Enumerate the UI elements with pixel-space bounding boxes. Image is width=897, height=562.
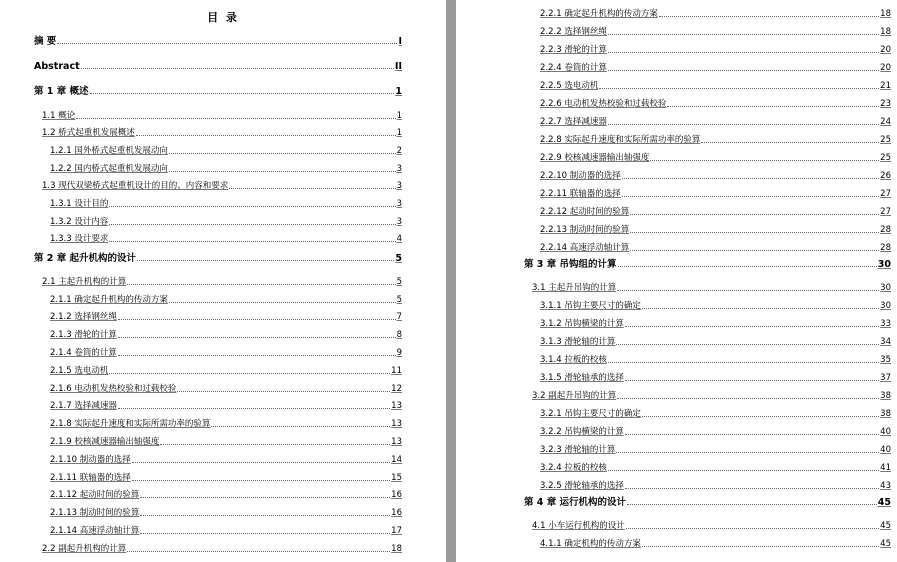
toc-dot-leader: [608, 362, 879, 363]
toc-entry[interactable]: [540, 444, 891, 456]
toc-entry-page: 38: [880, 409, 891, 419]
toc-dot-leader: [109, 373, 390, 374]
toc-entry-page: 5: [396, 277, 402, 287]
toc-entry-page: 18: [880, 9, 891, 19]
toc-dot-leader: [608, 70, 879, 71]
toc-entry-page: 3: [396, 164, 402, 174]
toc-dot-leader: [132, 462, 390, 463]
toc-entry-title: 3.1.2 吊钩横梁的计算: [540, 319, 624, 329]
toc-entry[interactable]: [50, 216, 402, 228]
toc-entry-title: 3.2.5 滑轮轴承的选择: [540, 481, 624, 491]
toc-dot-leader: [229, 188, 395, 189]
toc-entry-title: 2.1.3 滑轮的计算: [50, 330, 117, 340]
toc-entry-title: 2.2.11 联轴器的选择: [540, 189, 621, 199]
toc-entry-page: 12: [391, 384, 402, 394]
toc-entry-title: 2.2.14 高速浮动轴计算: [540, 243, 630, 253]
toc-entry-page: 13: [391, 419, 402, 429]
toc-entry-page: II: [394, 61, 402, 72]
toc-dot-leader: [76, 118, 395, 119]
toc-dot-leader: [81, 68, 394, 69]
toc-entry-title: 3.2.4 拉板的校核: [540, 463, 607, 473]
toc-title: 目 录: [207, 11, 239, 24]
toc-entry-page: 30: [880, 301, 891, 311]
toc-entry-title: 摘 要: [34, 36, 57, 47]
toc-entry[interactable]: [540, 538, 891, 550]
toc-entry-page: 45: [877, 497, 891, 508]
toc-entry-title: 2.2.13 制动时间的验算: [540, 225, 630, 235]
toc-dot-leader: [630, 214, 879, 215]
toc-entry-page: 11: [391, 366, 402, 376]
toc-entry[interactable]: [34, 35, 402, 47]
toc-entry[interactable]: [540, 188, 891, 200]
toc-entry[interactable]: [50, 233, 402, 245]
toc-dot-leader: [140, 497, 390, 498]
toc-entry-title: 3.2.3 滑轮轴的计算: [540, 445, 616, 455]
toc-dot-leader: [622, 196, 879, 197]
toc-entry-title: 3.1.5 滑轮轴承的选择: [540, 373, 624, 383]
toc-entry-page: 24: [880, 117, 891, 127]
toc-entry[interactable]: [540, 98, 891, 110]
toc-entry[interactable]: [42, 180, 402, 192]
toc-dot-leader: [118, 408, 390, 409]
toc-entry-title: 3.2.2 吊钩横梁的计算: [540, 427, 624, 437]
toc-dot-leader: [118, 319, 396, 320]
toc-entry-page: 35: [880, 355, 891, 365]
toc-entry-page: 4: [396, 234, 402, 244]
toc-entry[interactable]: [540, 170, 891, 182]
toc-entry[interactable]: [540, 206, 891, 218]
toc-entry-page: 38: [880, 391, 891, 401]
toc-dot-leader: [109, 241, 395, 242]
toc-dot-leader: [177, 391, 390, 392]
toc-entry-title: 2.2.7 选择减速器: [540, 117, 607, 127]
toc-entry[interactable]: [532, 520, 891, 532]
toc-entry-title: 2.1.8 实际起升速度和实际所需功率的验算: [50, 419, 211, 429]
toc-entry[interactable]: [540, 62, 891, 74]
toc-entry-title: 1.3.1 设计目的: [50, 199, 109, 209]
toc-entry-page: 40: [880, 427, 891, 437]
toc-entry-page: I: [398, 36, 402, 47]
toc-entry[interactable]: [532, 282, 891, 294]
toc-entry[interactable]: [50, 163, 402, 175]
toc-entry[interactable]: [540, 462, 891, 474]
toc-entry[interactable]: [524, 258, 891, 270]
toc-entry-page: 16: [391, 508, 402, 518]
toc-entry-title: 2.1.10 制动器的选择: [50, 455, 131, 465]
toc-entry-page: 13: [391, 401, 402, 411]
toc-entry-page: 27: [880, 189, 891, 199]
toc-entry-page: 27: [880, 207, 891, 217]
toc-dot-leader: [608, 470, 879, 471]
toc-entry-page: 14: [391, 455, 402, 465]
toc-entry-page: 13: [391, 437, 402, 447]
document-page-left: [0, 0, 446, 562]
toc-dot-leader: [57, 43, 397, 44]
toc-dot-leader: [127, 284, 395, 285]
toc-dot-leader: [169, 171, 396, 172]
toc-entry[interactable]: [540, 134, 891, 146]
toc-entry-title: 2.1.9 校核减速器输出轴强度: [50, 437, 160, 447]
toc-entry-title: 2.1.11 联轴器的选择: [50, 473, 131, 483]
toc-dot-leader: [136, 135, 396, 136]
toc-entry[interactable]: [42, 110, 402, 122]
toc-dot-leader: [137, 260, 394, 261]
toc-entry-title: 第 2 章 起升机构的设计: [34, 253, 137, 264]
toc-entry-page: 30: [880, 283, 891, 293]
toc-entry[interactable]: [50, 454, 402, 466]
page-gutter: [446, 0, 456, 562]
toc-dot-leader: [622, 178, 879, 179]
toc-entry-page: 28: [880, 243, 891, 253]
toc-entry[interactable]: [540, 372, 891, 384]
toc-entry[interactable]: [540, 26, 891, 38]
toc-entry[interactable]: [50, 525, 402, 537]
toc-entry-title: 1.3.2 设计内容: [50, 217, 109, 227]
toc-entry[interactable]: [50, 329, 402, 341]
toc-entry-page: 40: [880, 445, 891, 455]
toc-entry-title: 2.2.12 起动时间的验算: [540, 207, 630, 217]
toc-dot-leader: [608, 34, 879, 35]
toc-dot-leader: [617, 398, 879, 399]
toc-dot-leader: [140, 533, 390, 534]
toc-dot-leader: [608, 124, 879, 125]
toc-entry-page: 8: [396, 330, 402, 340]
toc-entry[interactable]: [532, 390, 891, 402]
toc-entry-title: 2.2.1 确定起升机构的传动方案: [540, 9, 658, 19]
toc-entry-page: 2: [396, 146, 402, 156]
toc-entry-title: 3.1.3 滑轮轴的计算: [540, 337, 616, 347]
toc-entry[interactable]: [540, 426, 891, 438]
toc-dot-leader: [599, 88, 879, 89]
toc-dot-leader: [118, 355, 396, 356]
toc-entry[interactable]: [540, 480, 891, 492]
toc-entry[interactable]: [540, 152, 891, 164]
toc-entry-title: 2.1.6 电动机发热校验和过载校验: [50, 384, 177, 394]
toc-entry-title: 3.1.1 吊钩主要尺寸的确定: [540, 301, 641, 311]
toc-entry-title: 第 3 章 吊钩组的计算: [524, 259, 617, 270]
toc-entry[interactable]: [50, 383, 402, 395]
toc-entry[interactable]: [50, 436, 402, 448]
toc-entry[interactable]: [50, 400, 402, 412]
toc-entry[interactable]: [50, 507, 402, 519]
toc-entry-title: 2.1.14 高速浮动轴计算: [50, 526, 140, 536]
toc-entry-title: 2.2.4 卷筒的计算: [540, 63, 607, 73]
document-page-right: [456, 0, 897, 562]
toc-dot-leader: [616, 452, 879, 453]
toc-entry[interactable]: [42, 543, 402, 555]
toc-dot-leader: [625, 380, 879, 381]
toc-entry[interactable]: [540, 318, 891, 330]
toc-entry-title: 2.1.2 选择钢丝绳: [50, 312, 117, 322]
toc-entry-page: 26: [880, 171, 891, 181]
toc-entry[interactable]: [42, 127, 402, 139]
toc-entry[interactable]: [540, 80, 891, 92]
toc-entry-page: 20: [880, 45, 891, 55]
toc-entry-title: 2.2.8 实际起升速度和实际所需功率的验算: [540, 135, 701, 145]
toc-entry-page: 23: [880, 99, 891, 109]
toc-entry-page: 3: [396, 217, 402, 227]
toc-dot-leader: [650, 160, 879, 161]
toc-entry-page: 3: [396, 181, 402, 191]
toc-entry-page: 5: [395, 253, 402, 264]
toc-entry-page: 43: [880, 481, 891, 491]
toc-dot-leader: [616, 344, 879, 345]
toc-entry-title: 2.2.10 制动器的选择: [540, 171, 621, 181]
toc-entry-page: 45: [880, 539, 891, 549]
toc-entry[interactable]: [540, 44, 891, 56]
toc-entry-title: 1.2 桥式起重机发展概述: [42, 128, 135, 138]
toc-dot-leader: [630, 250, 879, 251]
toc-entry-page: 7: [396, 312, 402, 322]
toc-entry-page: 3: [396, 199, 402, 209]
toc-dot-leader: [169, 302, 396, 303]
toc-dot-leader: [140, 515, 390, 516]
toc-entry-page: 30: [877, 259, 891, 270]
toc-entry[interactable]: [50, 489, 402, 501]
toc-entry-page: 16: [391, 490, 402, 500]
toc-entry-title: 2.2.9 校核减速器输出轴强度: [540, 153, 650, 163]
toc-entry-title: 1.1 概论: [42, 111, 76, 121]
toc-dot-leader: [626, 528, 879, 529]
toc-entry-title: 2.1.12 起动时间的验算: [50, 490, 140, 500]
toc-entry-page: 33: [880, 319, 891, 329]
toc-dot-leader: [132, 480, 390, 481]
toc-dot-leader: [169, 153, 396, 154]
toc-entry[interactable]: [540, 300, 891, 312]
toc-entry-title: 2.1.1 确定起升机构的传动方案: [50, 295, 168, 305]
toc-dot-leader: [625, 488, 879, 489]
toc-entry[interactable]: [34, 252, 402, 264]
toc-dot-leader: [659, 16, 879, 17]
toc-entry[interactable]: [50, 294, 402, 306]
toc-entry-page: 45: [880, 521, 891, 531]
toc-entry-page: 1: [396, 128, 402, 138]
toc-entry[interactable]: [540, 354, 891, 366]
toc-entry[interactable]: [50, 347, 402, 359]
toc-dot-leader: [630, 232, 879, 233]
toc-entry[interactable]: [42, 276, 402, 288]
toc-entry-title: Abstract: [34, 61, 80, 72]
toc-dot-leader: [618, 266, 877, 267]
toc-entry-title: 2.1.4 卷筒的计算: [50, 348, 117, 358]
toc-entry-page: 25: [880, 153, 891, 163]
toc-entry-title: 2.2.3 滑轮的计算: [540, 45, 607, 55]
toc-entry-page: 41: [880, 463, 891, 473]
toc-entry-page: 15: [391, 473, 402, 483]
toc-dot-leader: [625, 434, 879, 435]
toc-dot-leader: [617, 290, 879, 291]
toc-entry[interactable]: [540, 242, 891, 254]
toc-entry-page: 28: [880, 225, 891, 235]
toc-entry[interactable]: [34, 85, 402, 97]
toc-entry-page: 5: [396, 295, 402, 305]
toc-entry-page: 34: [880, 337, 891, 347]
toc-dot-leader: [211, 426, 390, 427]
toc-entry[interactable]: [50, 472, 402, 484]
toc-dot-leader: [127, 551, 390, 552]
toc-entry-title: 4.1.1 确定机构的传动方案: [540, 539, 641, 549]
toc-dot-leader: [109, 206, 395, 207]
toc-entry[interactable]: [34, 60, 402, 72]
toc-dot-leader: [608, 52, 879, 53]
toc-entry[interactable]: [540, 224, 891, 236]
toc-entry-title: 1.3.3 设计要求: [50, 234, 109, 244]
toc-entry-title: 2.1.7 选择减速器: [50, 401, 117, 411]
toc-entry[interactable]: [50, 198, 402, 210]
toc-dot-leader: [627, 504, 877, 505]
toc-entry-page: 17: [391, 526, 402, 536]
toc-dot-leader: [642, 546, 879, 547]
toc-entry[interactable]: [540, 408, 891, 420]
toc-dot-leader: [667, 106, 879, 107]
toc-entry-page: 1: [396, 111, 402, 121]
toc-entry-title: 第 4 章 运行机构的设计: [524, 497, 627, 508]
toc-entry-title: 3.1 主起升吊钩的计算: [532, 283, 617, 293]
toc-entry-page: 18: [391, 544, 402, 554]
toc-entry-title: 2.1.5 选电动机: [50, 366, 109, 376]
toc-entry-page: 21: [880, 81, 891, 91]
toc-entry-title: 1.3 现代双梁桥式起重机设计的目的、内容和要求: [42, 181, 229, 191]
toc-entry-page: 20: [880, 63, 891, 73]
toc-entry[interactable]: [524, 496, 891, 508]
toc-entry-title: 2.2.5 选电动机: [540, 81, 599, 91]
toc-entry[interactable]: [540, 116, 891, 128]
toc-entry-title: 2.2.6 电动机发热校验和过载校验: [540, 99, 667, 109]
toc-entry-title: 2.2.2 选择钢丝绳: [540, 27, 607, 37]
toc-entry-title: 3.2 副起升吊钩的计算: [532, 391, 617, 401]
toc-entry[interactable]: [50, 418, 402, 430]
toc-dot-leader: [701, 142, 879, 143]
toc-entry[interactable]: [540, 8, 891, 20]
toc-entry-title: 2.2 副起升机构的计算: [42, 544, 127, 554]
toc-dot-leader: [642, 308, 879, 309]
toc-entry-page: 1: [395, 86, 402, 97]
toc-entry-page: 9: [396, 348, 402, 358]
toc-dot-leader: [118, 337, 396, 338]
toc-entry-title: 1.2.2 国内桥式起重机发展动向: [50, 164, 168, 174]
toc-entry-title: 1.2.1 国外桥式起重机发展动向: [50, 146, 168, 156]
toc-dot-leader: [625, 326, 879, 327]
toc-entry-page: 18: [880, 27, 891, 37]
toc-entry-page: 25: [880, 135, 891, 145]
toc-dot-leader: [160, 444, 390, 445]
toc-entry[interactable]: [540, 336, 891, 348]
toc-entry-page: 37: [880, 373, 891, 383]
toc-entry[interactable]: [50, 365, 402, 377]
toc-entry-title: 2.1.13 制动时间的验算: [50, 508, 140, 518]
toc-dot-leader: [642, 416, 879, 417]
toc-entry-title: 3.1.4 拉板的校核: [540, 355, 607, 365]
toc-entry[interactable]: [50, 145, 402, 157]
toc-entry[interactable]: [50, 311, 402, 323]
toc-entry-title: 2.1 主起升机构的计算: [42, 277, 127, 287]
toc-entry-title: 4.1 小车运行机构的设计: [532, 521, 625, 531]
toc-entry-title: 3.2.1 吊钩主要尺寸的确定: [540, 409, 641, 419]
toc-dot-leader: [109, 224, 395, 225]
toc-entry-title: 第 1 章 概述: [34, 86, 89, 97]
toc-dot-leader: [90, 93, 395, 94]
